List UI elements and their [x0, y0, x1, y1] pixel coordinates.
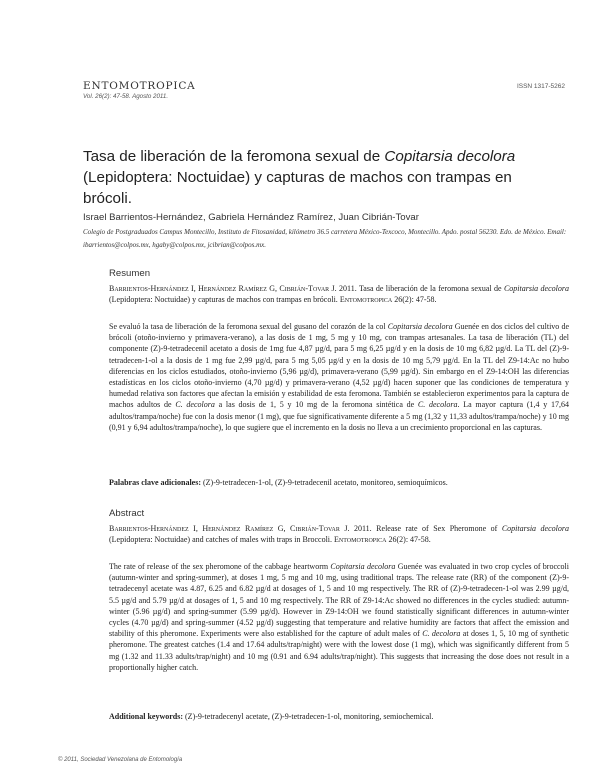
issn: ISSN 1317-5262 [516, 83, 565, 90]
authors: Israel Barrientos-Hernández, Gabriela Hernández Ramírez, Juan Cibrián-Tovar [83, 212, 419, 223]
title-part: (Lepidoptera: Noctuidae) y capturas de machos con trampas en brócoli. [83, 169, 512, 207]
body-text: . La mayor captura (1,4 y 17,64 adultos/trampa/noche) fue con la dosis menor (1 mg), que fue significativamente diferente a 5 mg (1,32 y 11,33 adultos/trampa/noche) y 10 mg (0,91 y 6,94 adultos/trampa/noche), lo que sugiere que el incremento en la dosis no lleva a un crecimiento proporcional en las capturas. [109, 400, 570, 432]
citation-pages: 26(2): 47-58. [386, 535, 431, 545]
body-text: at doses 1, 5, 10 mg of synthetic pheromone. The greatest catches (1.4 and 17.64 adults/trap/night) were with the lowest dose (1 mg), which was significantly different from 5 mg (1.32 and 11.33 adults/trap/night) and 10 mg (0.91 and 6.94 adults/trap/night). This suggests that increasing the dose does not result in a proportionally higher catch. [109, 629, 569, 672]
keywords-label: Additional keywords: [109, 712, 184, 721]
title-part: Tasa de liberación de la feromona sexual de [83, 148, 385, 165]
citation-species: Copitarsia decolora [503, 284, 569, 293]
citation-authors: Barrientos-Hernández I, Hernández Ramírez G, Cibrián-Tovar J. [109, 524, 350, 533]
species-name: Copitarsia decolora [330, 562, 396, 571]
keywords-text: (Z)-9-tetradecenyl acetate, (Z)-9-tetradecen-1-ol, monitoring, semiochemical. [183, 712, 434, 721]
citation-text: 2011. Release rate of Sex Pheromone of [349, 524, 502, 533]
citation-journal: Entomotropica [339, 295, 393, 305]
affiliation: Colegio de Postgraduados Campus Montecillo, Instituto de Fitosanidad, kilómetro 36.5 carretera México-Texcoco, Montecillo. Apdo. postal 56230. Edo. de México. Email: ibarrientos@colpos.mx, hgaby@colpos.mx, jcibrian@colpos.mx. [83, 228, 567, 249]
species-name: C. decolora [417, 400, 458, 410]
resumen-heading: Resumen [109, 268, 151, 279]
abstract-heading: Abstract [109, 508, 145, 519]
body-text: Se evaluó la tasa de liberación de la feromona sexual del gusano del corazón de la col [109, 322, 388, 331]
abstract-keywords [109, 711, 569, 722]
citation-species: Copitarsia decolora [501, 524, 569, 533]
copyright: © 2011, Sociedad Venezolana de Entomología [58, 757, 183, 763]
body-text: a las dosis de 1, 5 y 10 mg de la feromona sintética de [214, 400, 418, 410]
volume-info: Vol. 26(2): 47-58. Agosto 2011. [83, 93, 169, 100]
body-text: Guenée en dos ciclos del cultivo de brócoli (otoño-invierno y primavera-verano), a las dosis de 1 mg, 5 mg y 10 mg, con trampas artesanales. La tasa de liberación (TL) del componente (Z)-9-tetradecenil acetato a dosis de 1mg fue 4,87 µg/d, para 5 mg 6,25 µg/d y en la dosis de 10 mg 6,82 µg/d. La TL del (Z)-9-tetradecen-1-ol a la dosis de 1 mg fue 2,99 µg/d, para 5 mg 5,05 µg/d y en la dosis de 10 mg 5,79 µg/d. En la TL del Z9-14:Ac no hubo diferencias en los ciclos estudiados, otoño-invierno (5,96 µg/d), primavera-verano (5,99 µg/d). Sin embargo en el Z9-14:OH las diferencias estadísticas en los ciclos otoño-invierno (4,70 µg/d) y primavera-verano (4,52 µg/d) hacen suponer que las condiciones de temperatura y humedad relativa son factores que afectan la emisión y estabilidad de esta feromona. También se establecieron experimentos para la captura de machos adultos de [109, 322, 570, 410]
resumen-body [109, 321, 569, 433]
species-name: C. decolora [175, 400, 215, 410]
keywords-text: (Z)-9-tetradecen-1-ol, (Z)-9-tetradecenil acetato, monitoreo, semioquímicos. [201, 478, 448, 487]
body-text: The rate of release of the sex pheromone of the cabbage heartworm [109, 562, 331, 571]
species-name: Copitarsia decolora [387, 322, 453, 331]
abstract-citation [109, 523, 569, 545]
resumen-citation [109, 283, 569, 305]
abstract-body [109, 561, 569, 673]
keywords-label: Palabras clave adicionales: [109, 478, 201, 487]
citation-text: 2011. Tasa de liberación de la feromona sexual de [336, 284, 504, 293]
article-title [83, 146, 563, 209]
citation-authors: Barrientos-Hernández I, Hernández Ramírez G, Cibrián-Tovar J. [109, 284, 337, 293]
citation-pages: 26(2): 47-58. [392, 295, 437, 305]
body-text: Guenée was evaluated in two crop cycles of broccoli (autumn-winter and spring-summer), at doses 1 mg, 5 mg and 10 mg, using traditional traps. The release rate (RR) of the component (Z)-9-tetradecenyl acetate was 4.87, 6.25 and 6.82 µg/d at dosages of 1, 5 and 10 mg respectively. The RR of (Z)-9-tetradecen-1-ol was 2.99 µg/d, 5.5 µg/d and 5.79 µg/d at dosages of 1, 5 and 10 mg respectively. The RR of Z9-14:Ac showed no differences in the cycles studied: autumn-winter (5.96 µg/d) and spring-summer (5.99 µg/d). However in Z9-14:OH we found statistically significant differences in autumn-winter cycles (4.70 µg/d) and spring-summer (4.52 µg/d) suggesting that temperature and relative humidity are factors that affect the emission and stability of this pheromone. Experiments were also established for the capture of adult males of [109, 562, 569, 639]
resumen-keywords [109, 477, 569, 488]
title-species: Copitarsia decolora [384, 148, 516, 165]
citation-text: (Lepidoptera: Noctuidae) and catches of males with traps in Broccoli. [109, 535, 335, 545]
citation-journal: Entomotropica [334, 535, 387, 545]
species-name: C. decolora [422, 629, 461, 639]
citation-text: (Lepidoptera: Noctuidae) y capturas de machos con trampas en brócoli. [109, 295, 340, 305]
journal-name: ENTOMOTROPICA [83, 80, 196, 92]
